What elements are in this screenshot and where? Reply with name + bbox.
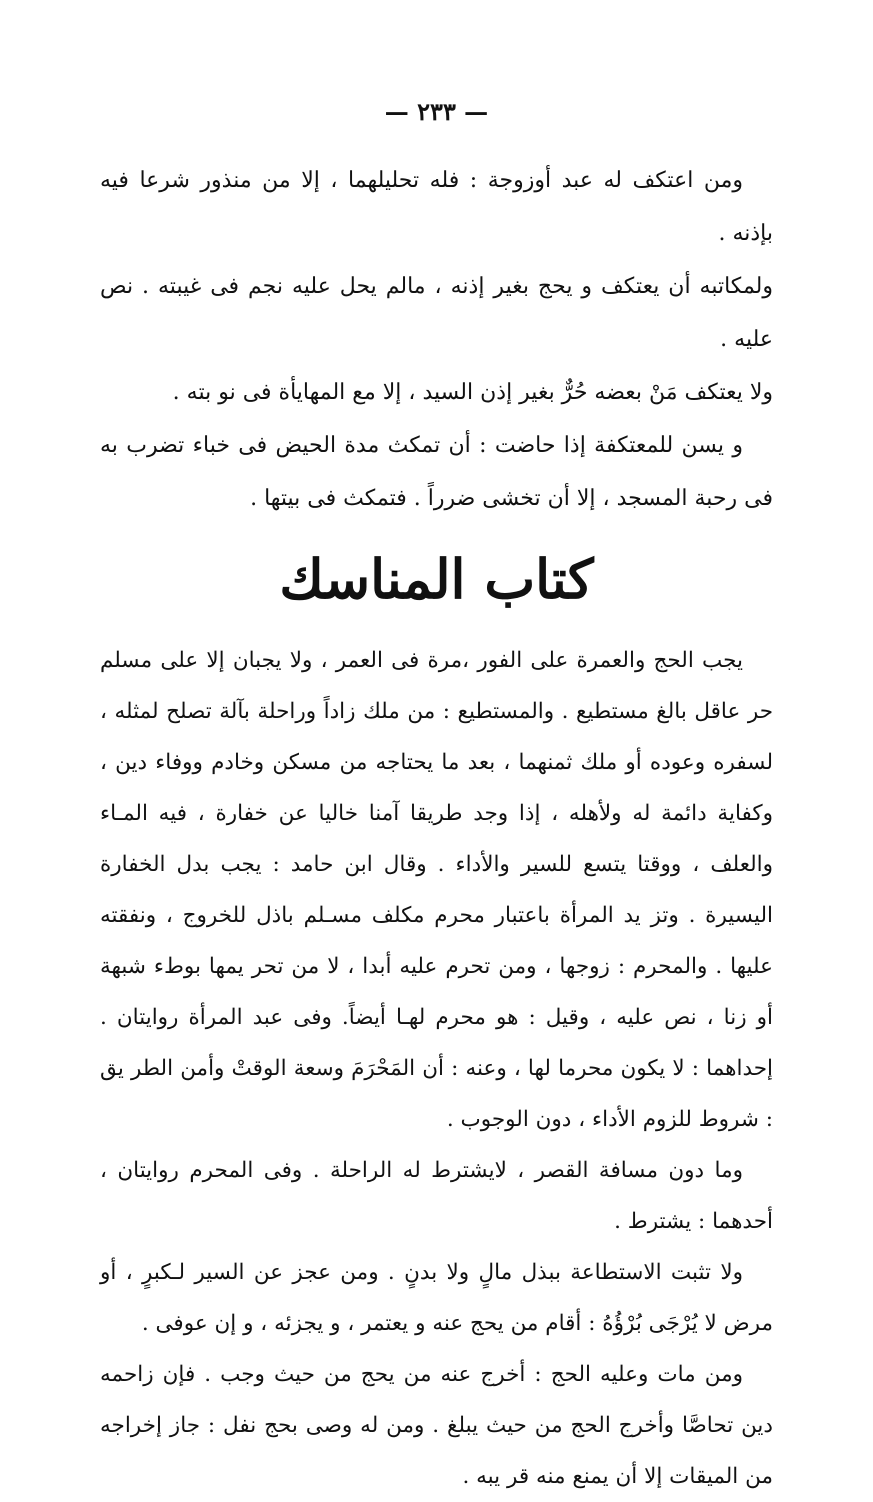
page-number: — ٢٣٣ — <box>384 97 489 126</box>
chapter-title: كتاب المناسك <box>279 547 594 611</box>
paragraph: و يسن للمعتكفة إذا حاضت : أن تمكث مدة الحيض فى خباء تضرب به فى رحبة المسجد ، إلا أن تخشى ضرراً . فتمكث فى بيتها . <box>100 433 773 511</box>
section-before-chapter <box>100 154 773 525</box>
paragraph: ومن اعتكف له عبد أوزوجة : فله تحليلهما ، إلا من منذور شرعا فيه بإذنه . <box>100 168 773 246</box>
paragraph: وما دون مسافة القصر ، لايشترط له الراحلة . وفى المحرم روايتان ، أحدهما : يشترط . <box>100 1158 773 1234</box>
paragraph: يجب الحج والعمرة على الفور ،مرة فى العمر ، ولا يجبان إلا على مسلم حر عاقل بالغ مستطيع . والمستطيع : من ملك زاداً وراحلة بآلة تصلح لمثله ، لسفره وعوده أو ملك ثمنهما ، بعد ما يحتاجه من مسكن وخادم ووفاء دين ، وكفاية دائمة له ولأهله ، إذا وجد طريقا آمنا خاليا عن خفارة ، فيه المـاء والعلف ، ووقتا يتسع للسير والأداء . وقال ابن حامد : يجب بدل الخفارة اليسيرة . وتز يد المرأة باعتبار محرم مكلف مسـلم باذل للخروج ، ونفقته عليها . والمحرم : زوجها ، ومن تحرم عليه أبدا ، لا من تحر يمها بوطء شبهة أو زنا ، نص عليه ، وقيل : هو محرم لهـا أيضاً. وفى عبد المرأة روايتان . إحداهما : لا يكون محرما لها ، وعنه : أن المَحْرَمَ وسعة الوقتْ وأمن الطر يق : شروط للزوم الأداء ، دون الوجوب . <box>100 648 773 1132</box>
paragraph: ولمكاتبه أن يعتكف و يحج بغير إذنه ، مالم يحل عليه نجم فى غيبته . نص عليه . <box>100 274 773 352</box>
section-after-chapter <box>100 635 773 1502</box>
paragraph: ولا تثبت الاستطاعة ببذل مالٍ ولا بدنٍ . ومن عجز عن السير لـكبرٍ ، أو مرض لا يُرْجَى بُرْؤُهُ : أقام من يحج عنه و يعتمر ، و يجزئه ، و إن عوفى . <box>100 1260 773 1336</box>
paragraph: ومن مات وعليه الحج : أخرج عنه من يحج من حيث وجب . فإن زاحمه دين تحاصَّا وأخرج الحج من حيث يبلغ . ومن له وصى بحج نفل : جاز إخراجه من الميقات إلا أن يمنع منه قر يبه . <box>100 1362 773 1489</box>
paragraph: ولا يعتكف مَنْ بعضه حُرٌّ بغير إذن السيد ، إلا مع المهايأة فى نو بته . <box>172 380 773 405</box>
